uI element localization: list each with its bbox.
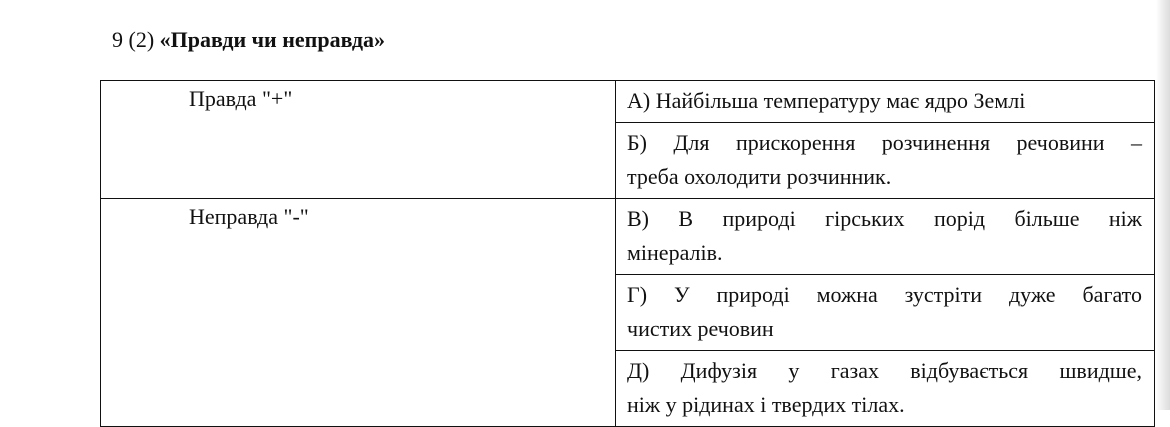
table-row	[101, 81, 1155, 123]
statement-line: В) В природі гірських порід більше ніж	[627, 206, 1142, 231]
page-edge-shadow	[1156, 0, 1170, 410]
true-label-cell	[101, 81, 616, 199]
false-label-cell	[101, 199, 616, 427]
statement-line: Б) Для прискорення розчинення речовини –	[627, 130, 1142, 155]
statement-g	[616, 275, 1155, 351]
statement-b	[616, 123, 1155, 199]
statement-v	[616, 199, 1155, 275]
statement-line: мінералів.	[627, 240, 723, 265]
statement-a	[616, 81, 1155, 123]
statement-line: Д) Дифузія у газах відбувається швидше,	[627, 358, 1142, 383]
question-heading	[112, 26, 385, 54]
statement-line: чистих речовин	[627, 316, 774, 341]
true-false-table	[100, 80, 1155, 427]
true-label: Правда "+"	[189, 86, 293, 111]
statement-line: Г) У природі можна зустріти дуже багато	[627, 282, 1142, 307]
question-title: «Правди чи неправда»	[159, 27, 386, 52]
statement-line: А) Найбільша температуру має ядро Землі	[627, 88, 1026, 113]
table-row	[101, 199, 1155, 275]
statement-d	[616, 351, 1155, 427]
false-label: Неправда "-"	[189, 204, 309, 229]
statement-line: ніж у рідинах і твердих тілах.	[627, 392, 905, 417]
statement-line: треба охолодити розчинник.	[627, 164, 892, 189]
question-number: 9 (2)	[112, 27, 155, 52]
